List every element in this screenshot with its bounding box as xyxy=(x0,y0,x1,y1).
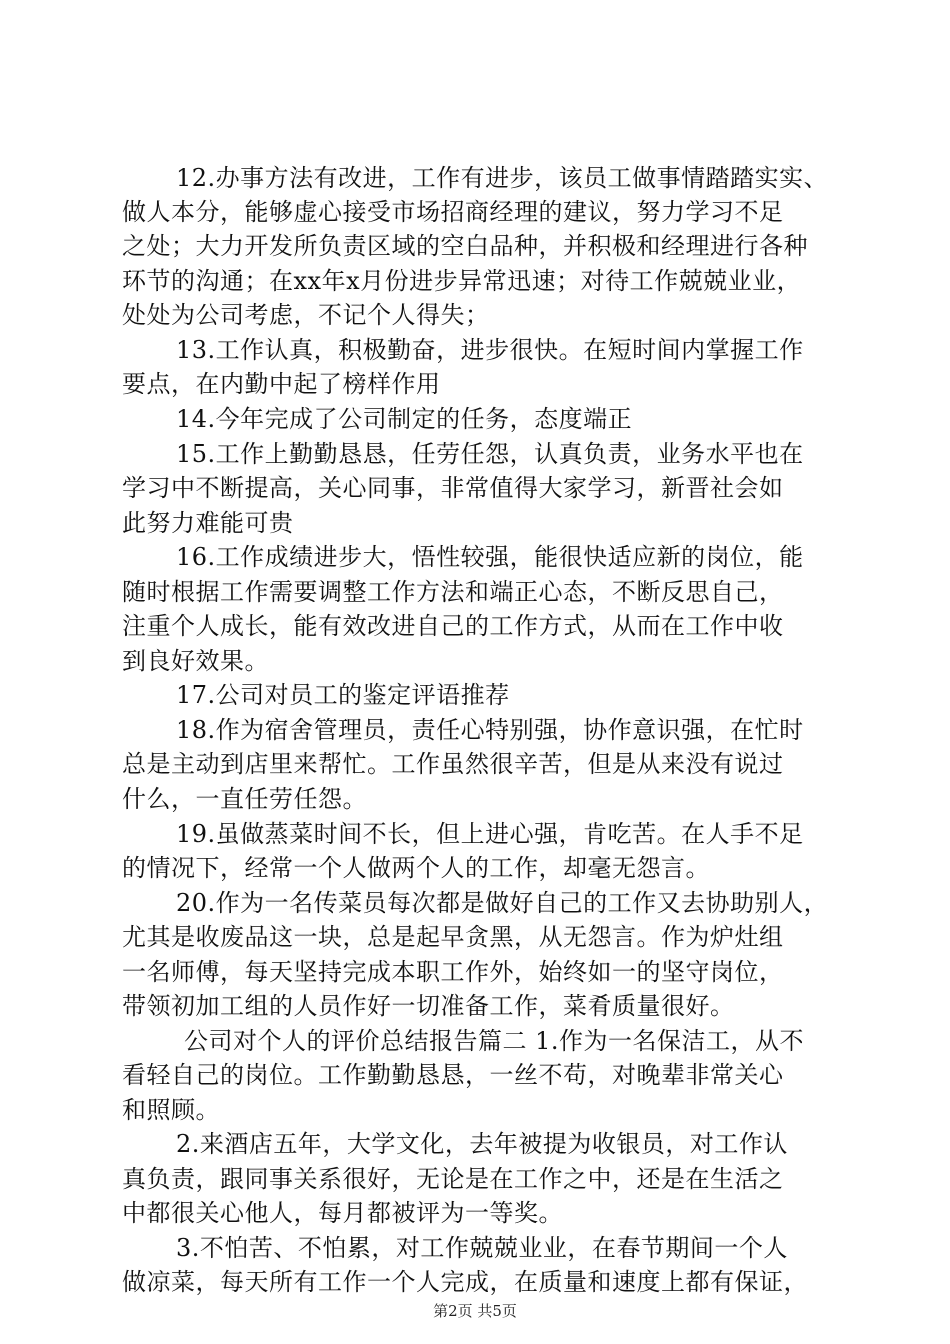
text-line: 到良好效果。 xyxy=(122,647,269,675)
text-line: 做人本分，能够虚心接受市场招商经理的建议，努力学习不足 xyxy=(122,198,784,226)
text-line: 17.公司对员工的鉴定评语推荐 xyxy=(176,681,510,709)
text-line: 的情况下，经常一个人做两个人的工作，却毫无怨言。 xyxy=(122,854,710,882)
text-line: 看轻自己的岗位。工作勤勤恳恳，一丝不苟，对晚辈非常关心 xyxy=(122,1061,784,1089)
text-line: 2.来酒店五年，大学文化，去年被提为收银员，对工作认 xyxy=(176,1130,788,1158)
text-line: 做凉菜，每天所有工作一个人完成，在质量和速度上都有保证， xyxy=(122,1268,808,1296)
text-line: 什么，一直任劳任怨。 xyxy=(122,785,367,813)
text-line: 公司对个人的评价总结报告篇二 1.作为一名保洁工，从不 xyxy=(184,1027,805,1055)
page-number: 第2页 共5页 xyxy=(433,1302,517,1320)
text-line: 3.不怕苦、不怕累，对工作兢兢业业，在春节期间一个人 xyxy=(176,1234,788,1262)
text-line: 之处；大力开发所负责区域的空白品种，并积极和经理进行各种 xyxy=(122,232,808,260)
text-line: 学习中不断提高，关心同事，非常值得大家学习，新晋社会如 xyxy=(122,474,784,502)
text-line: 12.办事方法有改进，工作有进步，该员工做事情踏踏实实、 xyxy=(176,164,829,192)
text-line: 和照顾。 xyxy=(122,1096,220,1124)
text-line: 带领初加工组的人员作好一切准备工作，菜肴质量很好。 xyxy=(122,992,735,1020)
text-line: 一名师傅，每天坚持完成本职工作外，始终如一的坚守岗位， xyxy=(122,958,784,986)
text-line: 14.今年完成了公司制定的任务，态度端正 xyxy=(176,405,633,433)
text-line: 20.作为一名传菜员每次都是做好自己的工作又去协助别人， xyxy=(176,889,829,917)
text-line: 19.虽做蒸菜时间不长，但上进心强，肯吃苦。在人手不足 xyxy=(176,820,804,848)
text-line: 尤其是收废品这一块，总是起早贪黑，从无怨言。作为炉灶组 xyxy=(122,923,784,951)
text-line: 13.工作认真，积极勤奋，进步很快。在短时间内掌握工作 xyxy=(176,336,804,364)
text-line: 总是主动到店里来帮忙。工作虽然很辛苦，但是从来没有说过 xyxy=(122,750,784,778)
text-line: 环节的沟通；在xx年x月份进步异常迅速；对待工作兢兢业业， xyxy=(122,267,802,295)
text-line: 16.工作成绩进步大，悟性较强，能很快适应新的岗位，能 xyxy=(176,543,804,571)
text-line: 中都很关心他人，每月都被评为一等奖。 xyxy=(122,1199,563,1227)
text-line: 18.作为宿舍管理员，责任心特别强，协作意识强，在忙时 xyxy=(176,716,804,744)
text-line: 随时根据工作需要调整工作方法和端正心态，不断反思自己， xyxy=(122,578,784,606)
text-line: 此努力难能可贵 xyxy=(122,509,294,537)
text-line: 要点，在内勤中起了榜样作用 xyxy=(122,370,441,398)
text-line: 注重个人成长，能有效改进自己的工作方式，从而在工作中收 xyxy=(122,612,784,640)
text-line: 真负责，跟同事关系很好，无论是在工作之中，还是在生活之 xyxy=(122,1165,784,1193)
text-line: 处处为公司考虑，不记个人得失； xyxy=(122,301,490,329)
text-line: 15.工作上勤勤恳恳，任劳任怨，认真负责，业务水平也在 xyxy=(176,440,804,468)
